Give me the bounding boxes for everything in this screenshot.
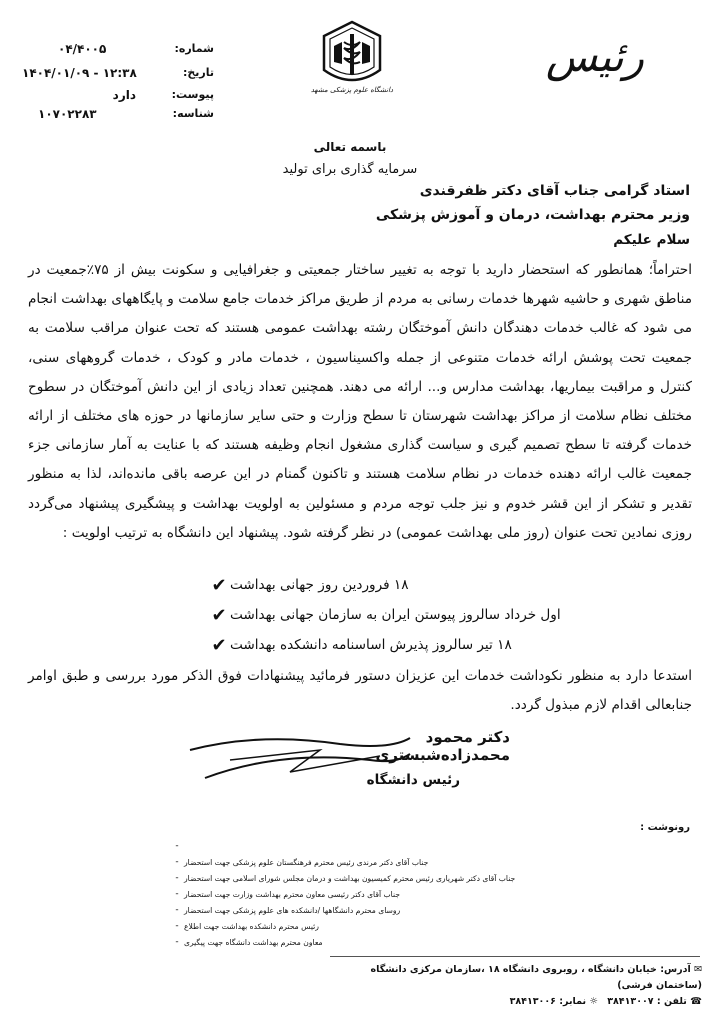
year-slogan: سرمایه گذاری برای تولید bbox=[282, 162, 418, 177]
logo-caption: دانشگاه علوم پزشکی مشهد bbox=[310, 86, 394, 94]
greeting: سلام علیکم bbox=[613, 232, 690, 248]
footer bbox=[330, 962, 702, 1010]
cc-dash: - bbox=[175, 857, 179, 867]
priority-item bbox=[200, 630, 688, 660]
cc-text: جناب آقای دکتر رئیسی معاون محترم بهداشت وزارت جهت استحضار bbox=[184, 889, 400, 899]
addressee-line-2: وزیر محترم بهداشت، درمان و آموزش پزشکی bbox=[375, 207, 690, 223]
logo-emblem-icon bbox=[318, 18, 386, 96]
checkmark-icon: ✔ bbox=[211, 634, 227, 656]
checkmark-icon: ✔ bbox=[211, 604, 227, 626]
cc-item bbox=[170, 870, 595, 886]
id-label: شناسه: bbox=[172, 107, 214, 120]
footer-divider bbox=[330, 956, 700, 957]
cc-item bbox=[170, 838, 595, 854]
footer-address: آدرس: خیابان دانشگاه ، روبروی دانشگاه ۱۸ ،سازمان مرکزی دانشگاه (ساختمان فرشی) bbox=[370, 964, 702, 991]
cc-dash: - bbox=[175, 905, 179, 915]
signer-block bbox=[330, 728, 510, 788]
cc-text: رئیس محترم دانشکده بهداشت جهت اطلاع bbox=[184, 921, 319, 931]
number-value: ۰۴/۴۰۰۵ bbox=[58, 42, 107, 56]
fax-icon: ☼ bbox=[589, 996, 598, 1007]
footer-phone: تلفن : ۳۸۴۱۳۰۰۷ bbox=[607, 996, 687, 1007]
cc-list bbox=[170, 838, 595, 950]
envelope-icon: ✉ bbox=[694, 964, 702, 975]
university-logo bbox=[318, 18, 386, 96]
priority-label: اول خرداد سالروز پیوستن ایران به سازمان جهانی بهداشت bbox=[230, 607, 561, 623]
date-label: تاریخ: bbox=[182, 66, 214, 79]
date-value: ۱۴۰۴/۰۱/۰۹ - ۱۲:۳۸ bbox=[22, 66, 137, 80]
priority-label: ۱۸ تیر سالروز پذیرش اساسنامه دانشکده بهداشت bbox=[230, 637, 512, 653]
footer-address-row bbox=[330, 962, 702, 994]
cc-dash: - bbox=[175, 873, 179, 883]
body-paragraph: احتراماً؛ همانطور که استحضار دارید با توجه به تغییر ساختار جمعیتی و جغرافیایی و سکونت بیش از ۷۵٪جمعیت در مناطق شهری و حاشیه شهرها خدمات رسانی به مردم از طریق مراکز خدمات جامع سلامت و پایگاههای بهداشت انجام می شود که غالب خدمات دهندگان دانش آموختگان رشته بهداشت عمومی هستند که تحت عنوان مراقب سلامت به جمعیت تحت پوشش ارائه خدمات متنوعی از جمله واکسیناسیون ، خدمات مادر و کودک ، خدمات گروههای سنی، کنترل و مراقبت بیماریها، بهداشت مدارس و... ارائه می دهند. همچنین تعداد زیادی از این دانش آموختگان در سطوح مختلف نظام سلامت از مراکز بهداشت شهرستان تا سطح وزارت و حتی سایر سازمانها در حوزه های مختلف از ارائه خدمات گرفته تا سطح تصمیم گیری و سیاست گذاری مشغول انجام وظیفه هستند که با عنایت به آمار سازمانی جزء جمعیت غالب ارائه دهنده خدمات در نظام سلامت هستند و تاکنون گمنام در این عرصه باقی مانده‌اند، لذا به منظور تقدیر و تشکر از این قشر خدوم و نیز جلب توجه مردم و مسئولین به اولویت بهداشت و پیشگیری پیشنهاد می‌گردد روزی نمادین تحت عنوان (روز ملی بهداشت عمومی) در نظر گرفته شود. پیشنهاد این دانشگاه به ترتیب اولویت : bbox=[28, 262, 692, 541]
cc-item bbox=[170, 854, 595, 870]
priority-item bbox=[200, 600, 688, 630]
number-label: شماره: bbox=[174, 42, 214, 55]
closing-paragraph: استدعا دارد به منظور نکوداشت خدمات این عزیزان دستور فرمائید پیشنهادات فوق الذکر مورد بررسی و طبق اوامر جنابعالی اقدام لازم مبذول گردد. bbox=[28, 668, 692, 713]
footer-contact-row bbox=[330, 994, 702, 1010]
raees-calligraphy: رئیس bbox=[545, 32, 645, 81]
cc-text: جناب آقای دکتر شهریاری رئیس محترم کمیسیون بهداشت و درمان مجلس شورای اسلامی جهت استحضار bbox=[184, 873, 516, 883]
priority-label: ۱۸ فروردین روز جهانی بهداشت bbox=[230, 577, 409, 593]
phone-icon: ☎ bbox=[690, 996, 702, 1007]
id-value: ۱۰۷۰۲۲۸۳ bbox=[38, 107, 97, 121]
attachment-label: پیوست: bbox=[171, 88, 214, 101]
cc-dash: - bbox=[175, 841, 179, 851]
bismillah: باسمه تعالی bbox=[313, 140, 387, 154]
cc-dash: - bbox=[175, 889, 179, 899]
cc-item bbox=[170, 934, 595, 950]
signer-title: رئیس دانشگاه bbox=[366, 772, 460, 788]
attachment-value: دارد bbox=[112, 88, 136, 102]
cc-item bbox=[170, 902, 595, 918]
cc-text: روسای محترم دانشگاهها /دانشکده های علوم پزشکی جهت استحضار bbox=[184, 905, 401, 915]
footer-fax: نمابر: ۳۸۴۱۳۰۰۶ bbox=[509, 996, 587, 1007]
cc-item bbox=[170, 918, 595, 934]
cc-item bbox=[170, 886, 595, 902]
signer-name: دکتر محمود محمدزاده‌شبستری bbox=[375, 728, 510, 764]
priority-list bbox=[200, 570, 688, 660]
priority-item bbox=[200, 570, 688, 600]
cc-dash: - bbox=[175, 937, 179, 947]
cc-text: معاون محترم بهداشت دانشگاه جهت پیگیری bbox=[184, 937, 323, 947]
addressee-line-1: استاد گرامی جناب آقای دکتر ظفرقندی bbox=[419, 183, 690, 199]
checkmark-icon: ✔ bbox=[211, 574, 227, 596]
cc-heading: رونوشت : bbox=[640, 822, 690, 833]
cc-dash: - bbox=[175, 921, 179, 931]
cc-text: جناب آقای دکتر مرندی رئیس محترم فرهنگستان علوم پزشکی جهت استحضار bbox=[184, 857, 429, 867]
